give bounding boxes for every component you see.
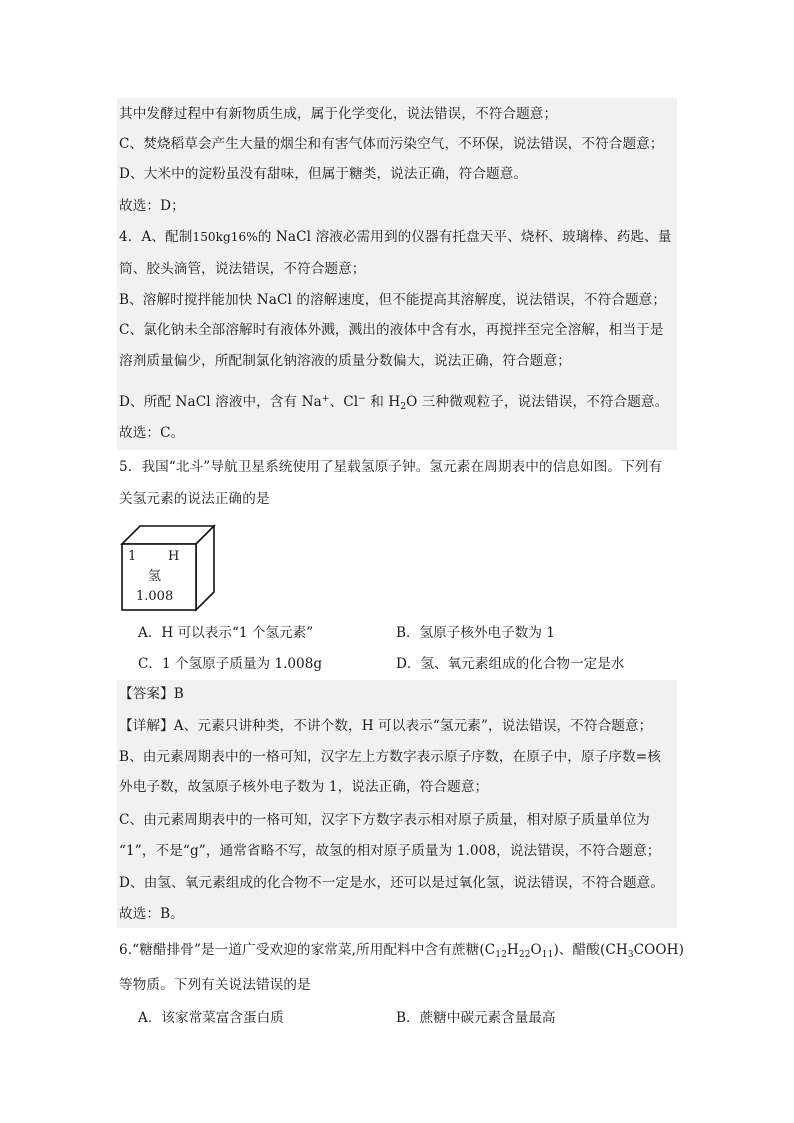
text-line: 等物质。下列有关说法错误的是 [119, 977, 311, 993]
text-span: 4．A、配制 [119, 229, 193, 245]
text-line: 故选：B。 [119, 906, 184, 922]
formula-span: O [530, 942, 542, 958]
text-line: B、溶解时搅拌能加快 NaCl 的溶解速度，但不能提高其溶解度，说法错误，不符合题意； [119, 292, 667, 308]
option-b: B．蔗糖中碳元素含量最高 [396, 1010, 556, 1026]
formula-span: CH [605, 942, 628, 958]
text-line: 故选：D； [119, 198, 185, 214]
formula-span: H [506, 942, 519, 958]
subscript: 11 [541, 950, 554, 960]
superscript: + [321, 394, 330, 404]
text-span: O 三种微观粒子，说法错误，不符合题意。 [406, 394, 669, 410]
option-c: C．1 个氢原子质量为 1.008g [138, 656, 323, 672]
answer-label: 【答案】B [119, 686, 184, 702]
ion-line [119, 389, 679, 417]
question-4-line [119, 227, 679, 247]
element-symbol: H [168, 549, 180, 564]
subscript: 3 [627, 950, 634, 960]
text-line: B、由元素周期表中的一格可知，汉字左上方数字表示原子序数，在原子中，原子序数=核 [119, 749, 661, 765]
text-line: 其中发酵过程中有新物质生成，属于化学变化，说法错误，不符合题意； [119, 106, 558, 122]
formula-span: C [484, 942, 496, 958]
text-span: 、Cl [329, 394, 359, 410]
subscript: 2 [400, 402, 407, 412]
option-d: D．氢、氧元素组成的化合物一定是水 [396, 656, 625, 672]
option-a: A．该家常菜富含蛋白质 [138, 1010, 284, 1026]
text-span: 和 H [365, 394, 401, 410]
atomic-number: 1 [128, 549, 137, 564]
question-5-line: 关氢元素的说法正确的是 [119, 491, 270, 507]
text-span: 、醋酸 [558, 942, 600, 958]
text-span: 的 NaCl 溶液必需用到的仪器有托盘天平、烧杯、玻璃棒、药匙、量 [257, 229, 672, 245]
superscript: − [358, 394, 366, 404]
text-line: C、由元素周期表中的一格可知，汉字下方数字表示相对原子质量，相对原子质量单位为 [119, 812, 650, 828]
element-name: 氢 [148, 569, 162, 584]
formula-span: 150kg16% [192, 230, 258, 244]
question-6-line: 6.“糖醋排骨”是一道广受欢迎的家常菜,所用配料中含有蔗糖$(C_{12}H_{22}O_{11})$、醋酸$(CH_3COOH)$ [119, 942, 685, 960]
question-5-line: 5．我国“北斗”导航卫星系统使用了星载氢原子钟。氢元素在周期表中的信息如图。下列有 [119, 459, 663, 475]
text-span: D、所配 NaCl 溶液中，含有 Na [119, 394, 322, 410]
subscript: 22 [518, 950, 531, 960]
text-line: D、大米中的淀粉虽没有甜味，但属于糖类，说法正确，符合题意。 [119, 166, 528, 182]
option-b: B．氢原子核外电子数为 1 [396, 625, 555, 641]
text-line: 【详解】A、元素只讲种类，不讲个数，H 可以表示“氢元素”，说法错误，不符合题意； [119, 718, 653, 734]
text-line: 故选：C。 [119, 425, 185, 441]
option-a: A．H 可以表示“1 个氢元素” [138, 625, 314, 641]
text-span: 6.“糖醋排骨”是一道广受欢迎的家常菜,所用配料中含有蔗糖 [119, 942, 480, 958]
formula-span: COOH [633, 942, 679, 958]
text-line: 溶剂质量偏少，所配制氯化钠溶液的质量分数偏大，说法正确，符合题意； [119, 353, 571, 369]
element-card [118, 522, 218, 612]
text-line: C、氯化钠未全部溶解时有液体外溅，溅出的液体中含有水，再搅拌至完全溶解，相当于是 [119, 322, 664, 338]
atomic-mass: 1.008 [136, 589, 174, 604]
text-line: “1”，不是“g”，通常省略不写，故氢的相对原子质量为 1.008，说法错误，不符合题意； [119, 843, 661, 859]
text-line: D、由氢、氧元素组成的化合物不一定是水，还可以是过氧化氢，说法错误，不符合题意。 [119, 875, 665, 891]
text-line: 外电子数，故氢原子核外电子数为 1，说法正确，符合题意； [119, 779, 489, 795]
text-line: C、焚烧稻草会产生大量的烟尘和有害气体而污染空气，不环保，说法错误，不符合题意； [119, 136, 664, 152]
text-line: 筒、胶头滴管，说法错误，不符合题意； [119, 261, 366, 277]
subscript: 12 [495, 950, 507, 960]
